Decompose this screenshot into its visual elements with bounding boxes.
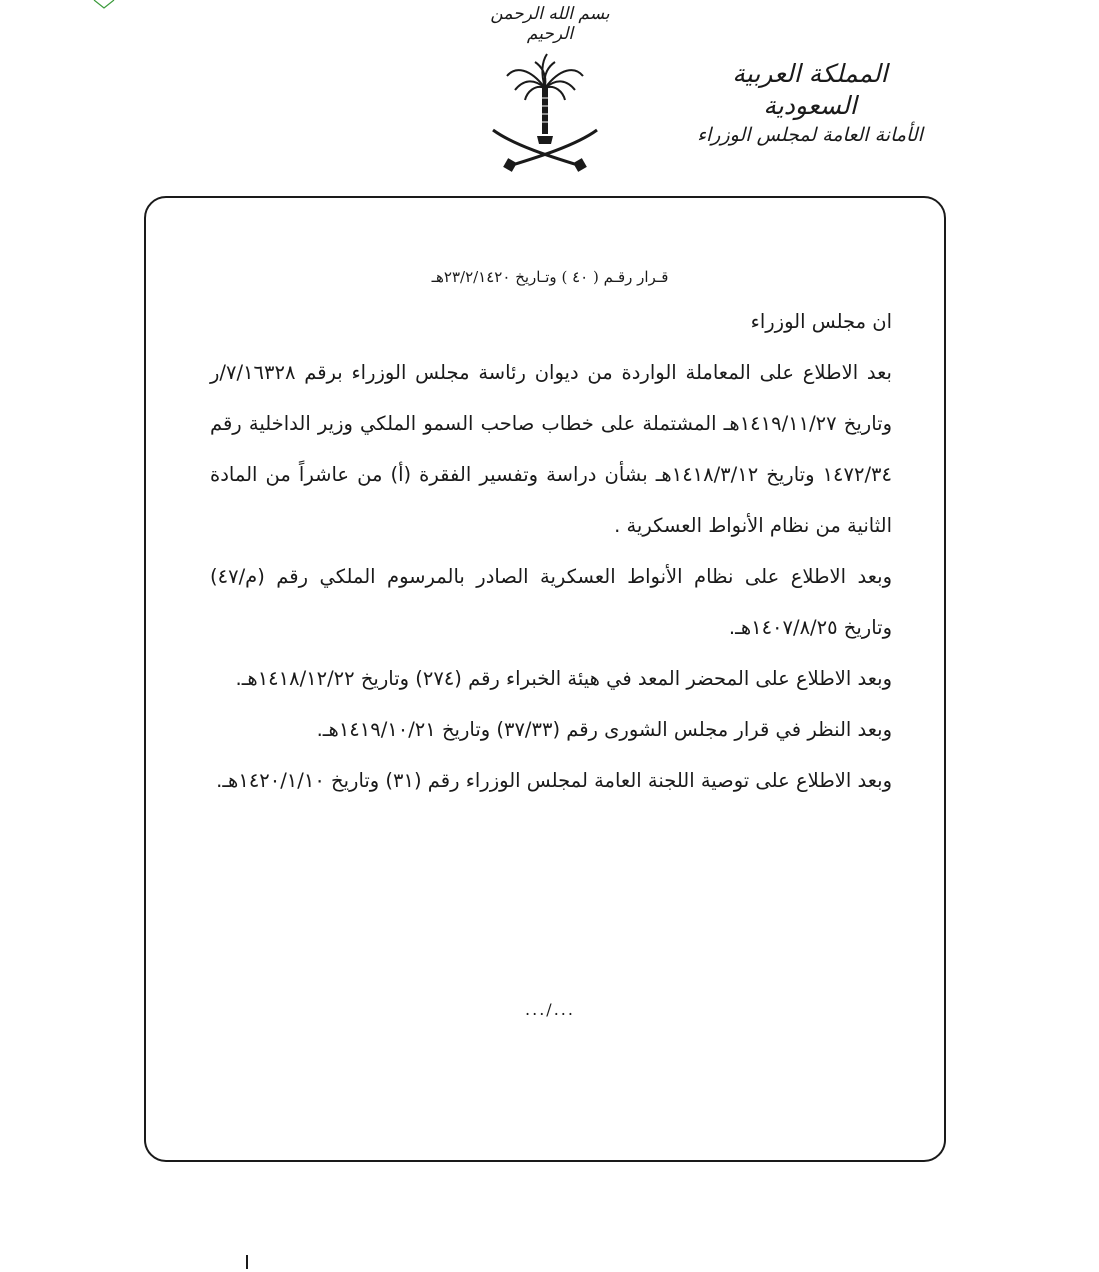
continuation-marker: .../... <box>525 1000 575 1019</box>
decision-title: قـرار رقـم ( ٤٠ ) وتـاريخ ٢٣/٢/١٤٢٠هـ <box>431 268 669 286</box>
paragraph: وبعد الاطلاع على توصية اللجنة العامة لمجلس الوزراء رقم (٣١) وتاريخ ١٤٢٠/١/١٠هـ. <box>216 769 892 792</box>
decision-body <box>210 296 892 806</box>
opening-line: ان مجلس الوزراء <box>750 310 892 333</box>
paragraph: وبعد الاطلاع على المحضر المعد في هيئة الخبراء رقم (٢٧٤) وتاريخ ١٤١٨/١٢/٢٢هـ. <box>235 667 892 690</box>
corner-mark-icon <box>92 0 116 10</box>
letterhead <box>690 58 930 148</box>
basmala: بسم الله الرحمن الرحيم <box>490 4 610 44</box>
scan-edge-mark <box>246 1255 248 1269</box>
paragraph: بعد الاطلاع على المعاملة الواردة من ديوان رئاسة مجلس الوزراء برقم ٧/١٦٣٢٨/ر وتاريخ ١٤١٩/١١/٢٧هـ المشتملة على خطاب صاحب السمو الملكي وزير الداخلية رقم ١٤٧٢/٣٤ وتاريخ ١٤١٨/٣/١٢هـ بشأن دراسة وتفسير الفقرة (أ) من عاشراً من المادة الثانية من نظام الأنواط العسكرية . <box>210 361 892 537</box>
paragraph: وبعد الاطلاع على نظام الأنواط العسكرية الصادر بالمرسوم الملكي رقم (م/٤٧) وتاريخ ١٤٠٧/٨/٢٥هـ. <box>210 565 892 639</box>
paragraph: وبعد النظر في قرار مجلس الشورى رقم (٣٧/٣٣) وتاريخ ١٤١٩/١٠/٢١هـ. <box>316 718 892 741</box>
secretariat-name: الأمانة العامة لمجلس الوزراء <box>697 124 923 146</box>
kingdom-name: المملكة العربية السعودية <box>732 59 888 120</box>
saudi-emblem-palm-swords-icon <box>485 48 605 178</box>
